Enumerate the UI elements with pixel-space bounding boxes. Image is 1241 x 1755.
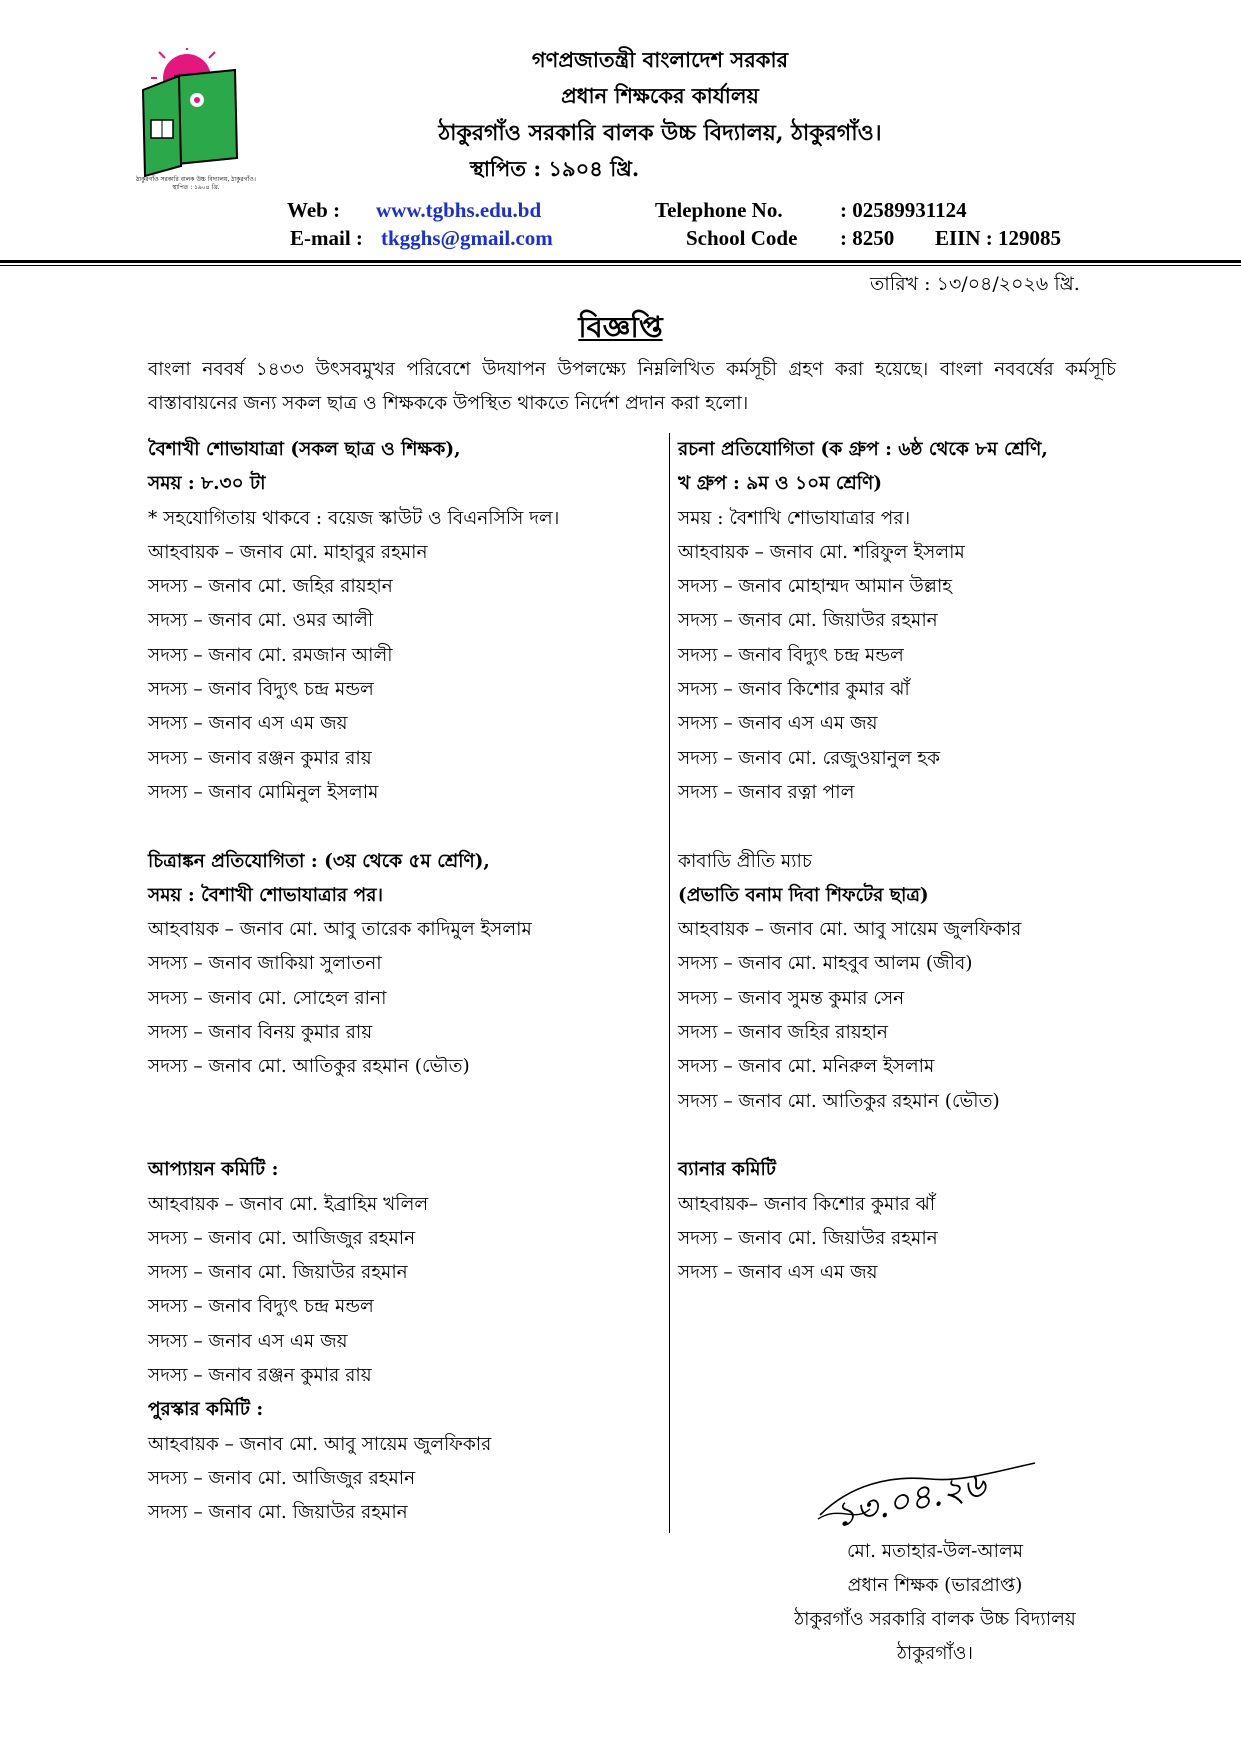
member-line: সদস্য – জনাব রঞ্জন কুমার রায় [148,1365,372,1387]
member-line: সদস্য – জনাব মো. জিয়াউর রহমান [148,1262,408,1284]
member-line: আহবায়ক – জনাব মো. আবু সায়েম জুলফিকার [678,919,1022,941]
signature-block [740,1535,1130,1671]
member-line: সদস্য – জনাব মো. আজিজুর রহমান [148,1467,416,1489]
school-name: ঠাকুরগাঁও সরকারি বালক উচ্চ বিদ্যালয়, ঠাকুরগাঁও। [438,120,882,146]
section-time: সময় : ৮.৩০ টা [148,473,266,495]
member-line: আহবায়ক – জনাব মো. আবু সায়েম জুলফিকার [148,1433,492,1455]
member-line: সদস্য – জনাব মো. রেজুওয়ানুল হক [678,747,941,769]
web-label: Web : [287,198,341,222]
member-line: সদস্য – জনাব বিদ্যুৎ চন্দ্র মন্ডল [148,679,374,701]
member-line: সদস্য – জনাব বিনয় কুমার রায় [148,1022,373,1044]
notice-date: তারিখ : ১৩/০৪/২০২৬ খ্রি. [870,273,1080,295]
section-time: সময় : বৈশাখি শোভাযাত্রার পর। [678,507,911,529]
eiin-value: EIIN : 129085 [935,226,1062,250]
section-note: * সহযোগিতায় থাকবে : বয়েজ স্কাউট ও বিএনসিসি দল। [148,507,560,529]
section-title: ব্যানার কমিটি [678,1159,776,1181]
member-line: সদস্য – জনাব মোহাম্মদ আমান উল্লাহ [678,576,953,598]
member-line: সদস্য – জনাব মো. ওমর আলী [148,610,374,632]
member-line: সদস্য – জনাব রত্না পাল [678,781,855,803]
web-link[interactable]: www.tgbhs.edu.bd [376,198,542,222]
notice-title-text: বিজ্ঞপ্তি [578,310,663,344]
member-line: সদস্য – জনাব সুমন্ত কুমার সেন [678,987,905,1009]
member-line: সদস্য – জনাব মো. মাহবুব আলম (জীব) [678,953,973,975]
signature [810,1445,1060,1535]
member-line: সদস্য – জনাব কিশোর কুমার ঝাঁ [678,679,910,701]
member-line: সদস্য – জনাব মো. আতিকুর রহমান (ভৌত) [148,1056,470,1078]
email-label: E-mail : [290,226,363,250]
email-link[interactable]: tkgghs@gmail.com [381,226,553,250]
right-column [678,433,1048,1290]
section-title: আপ্যায়ন কমিটি : [148,1159,279,1181]
member-line: সদস্য – জনাব এস এম জয় [148,1330,348,1352]
logo-book-icon [135,48,255,178]
section-title: খ গ্রুপ : ৯ম ও ১০ম শ্রেণি) [678,473,883,495]
notice-intro: বাংলা নববর্ষ ১৪৩৩ উৎসবমুখর পরিবেশে উদযাপন উপলক্ষ্যে নিম্নলিখিত কর্মসূচী গ্রহণ করা হয়েছে। বাংলা নববর্ষের কর্মসূচি বাস্তাবায়নের জন্য সকল ছাত্র ও শিক্ষককে উপস্থিত থাকতে নির্দেশ প্রদান করা হলো। [148,359,1116,414]
member-line: আহবায়ক – জনাব মো. ইব্রাহিম খলিল [148,1193,429,1215]
logo-caption: ঠাকুরগাঁও সরকারি বালক উচ্চ বিদ্যালয়, ঠাকুরগাঁও। স্থাপিত : ১৯০৪ খ্রি. [136,176,256,191]
school-code-value: : 8250 [840,226,895,250]
member-line: সদস্য – জনাব মো. জিয়াউর রহমান [678,1227,938,1249]
member-line: সদস্য – জনাব এস এম জয় [148,713,348,735]
member-line: আহবায়ক– জনাব কিশোর কুমার ঝাঁ [678,1193,936,1215]
member-line: সদস্য – জনাব মোমিনুল ইসলাম [148,781,379,803]
left-column [148,433,559,1531]
member-line: সদস্য – জনাব মো. রমজান আলী [148,644,393,666]
section-title: পুরস্কার কমিটি : [148,1399,264,1421]
section-title: চিত্রাঙ্কন প্রতিযোগিতা : (৩য় থেকে ৫ম শ্রেণি), [148,850,490,872]
member-line: আহবায়ক – জনাব মো. মাহাবুর রহমান [148,541,428,563]
header-rule [0,260,1241,263]
section-title: কাবাডি প্রীতি ম্যাচ [678,850,812,872]
member-line: আহবায়ক – জনাব মো. শরিফুল ইসলাম [678,541,965,563]
govt-title: গণপ্রজাতন্ত্রী বাংলাদেশ সরকার [531,47,789,72]
telephone-value: : 02589931124 [840,198,967,222]
notice-title [0,305,1241,354]
member-line: সদস্য – জনাব মো. জিয়াউর রহমান [148,1502,408,1524]
member-line: সদস্য – জনাব রঞ্জন কুমার রায় [148,747,372,769]
section-title: বৈশাখী শোভাযাত্রা (সকল ছাত্র ও শিক্ষক), [148,439,461,460]
member-line: সদস্য – জনাব এস এম জয় [678,713,878,735]
member-line: সদস্য – জনাব মো. আজিজুর রহমান [148,1227,416,1249]
signatory-name: মো. মতাহার-উল-আলম [846,1541,1024,1562]
column-divider [669,433,670,1533]
member-line: সদস্য – জনাব মো. জহির রায়হান [148,576,393,598]
member-line: সদস্য – জনাব এস এম জয় [678,1262,878,1284]
member-line: সদস্য – জনাব জাকিয়া সুলাতনা [148,953,382,975]
member-line: সদস্য – জনাব মো. সোহেল রানা [148,987,387,1009]
telephone-label: Telephone No. [655,198,783,222]
signatory-school: ঠাকুরগাঁও সরকারি বালক উচ্চ বিদ্যালয় [794,1609,1076,1630]
section-time: সময় : বৈশাখী শোভাযাত্রার পর। [148,884,383,906]
signatory-designation: প্রধান শিক্ষক (ভারপ্রাপ্ত) [847,1575,1023,1596]
member-line: সদস্য – জনাব বিদ্যুৎ চন্দ্র মন্ডল [148,1296,374,1318]
member-line: সদস্য – জনাব মো. জিয়াউর রহমান [678,610,938,632]
section-title: (প্রভাতি বনাম দিবা শিফটের ছাত্র) [678,884,929,906]
member-line: সদস্য – জনাব মো. আতিকুর রহমান (ভৌত) [678,1090,1000,1112]
established: স্থাপিত : ১৯০৪ খ্রি. [470,156,640,181]
section-title: রচনা প্রতিযোগিতা (ক গ্রুপ : ৬ষ্ঠ থেকে ৮ম শ্রেণি, [678,439,1048,460]
member-line: সদস্য – জনাব জহির রায়হান [678,1022,888,1044]
member-line: সদস্য – জনাব বিদ্যুৎ চন্দ্র মন্ডল [678,644,904,666]
signature-date: ১৩.০৪.২৬ [830,1464,990,1535]
school-code-label: School Code [686,226,798,250]
office-title: প্রধান শিক্ষকের কার্যালয় [561,83,759,108]
header-rule-thin [0,265,1241,266]
signatory-place: ঠাকুরগাঁও। [896,1643,974,1664]
member-line: সদস্য – জনাব মো. মনিরুল ইসলাম [678,1056,935,1078]
member-line: আহবায়ক – জনাব মো. আবু তারেক কাদিমুল ইসলাম [148,919,532,941]
